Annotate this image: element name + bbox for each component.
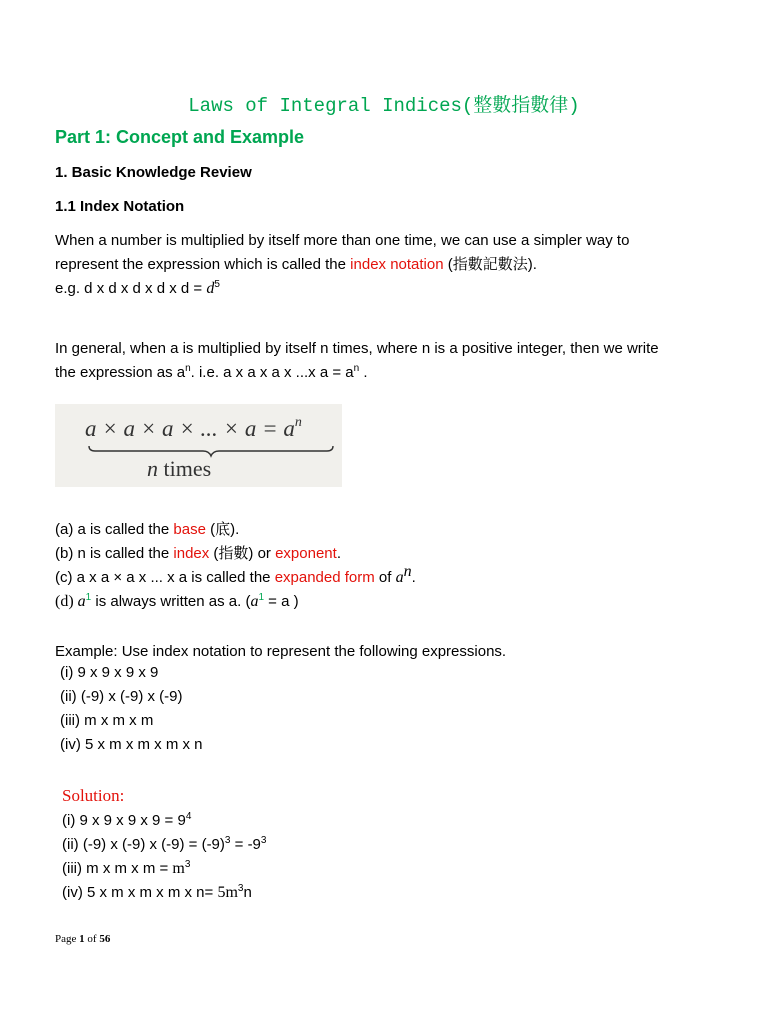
definitions-list: [55, 518, 735, 614]
document-title: Laws of Integral Indices(整數指數律): [188, 95, 580, 117]
definition-base: (a) a is called the base (底).: [55, 521, 240, 538]
part-heading: Part 1: Concept and Example: [55, 127, 305, 147]
example-item: (iii) m x m x m: [60, 712, 154, 729]
solution-item-iv: (iv) 5 x m x m x m x $n= 5m^3n$: [62, 883, 252, 901]
intro-example: e.g. d x d x d x d x $d = d^5$: [55, 279, 220, 297]
general-line-2: the expression as $a^n$. i.e. a x a x a x ...x $a = a^n$ .: [55, 363, 368, 381]
solution-label: Solution:: [62, 786, 125, 805]
general-line-1: In general, when a is multiplied by itself n times, where n is a positive integer, then we write: [55, 340, 659, 357]
section-heading: 1. Basic Knowledge Review: [55, 164, 252, 181]
page-footer: Page 1 of 56: [55, 933, 111, 945]
definition-index: (b) n is called the index (指數) or exponent.: [55, 545, 341, 562]
example-item: (i) 9 x 9 x 9 x 9: [60, 664, 159, 681]
solution-item-iii: (iii) m x m x $m = m^3$: [62, 859, 191, 877]
example-item: (ii) (-9) x (-9) x (-9): [60, 688, 183, 705]
example-item: (iv) 5 x m x m x m x n: [60, 736, 203, 753]
solution-item-i: (i) 9 x 9 x 9 x $9 = 9^4$: [62, 811, 192, 829]
definition-power-one: (d) $a^1$ is always written as a. ($a^1 = a$ ): [55, 592, 299, 610]
solution-item-ii: (ii) (-9) x (-9) x $(-9) = (-9)^3 = -9^3$: [62, 835, 267, 853]
index-notation-term: index notation: [350, 256, 444, 273]
intro-paragraph: [55, 229, 735, 301]
intro-line-1: When a number is multiplied by itself more than one time, we can use a simpler way to: [55, 232, 630, 249]
formula-expression: a × a × a × ... × $a = a^n$: [85, 415, 302, 441]
formula-image: [55, 404, 342, 487]
subsection-heading: 1.1 Index Notation: [55, 198, 185, 215]
example-intro: Example: Use index notation to represent the following expressions.: [55, 643, 507, 660]
intro-line-2: represent the expression which is called the index notation (指數記數法).: [55, 256, 537, 273]
general-paragraph: [55, 337, 735, 385]
formula-caption: n times: [147, 456, 212, 481]
definition-expanded-form: (c) a x a × a x ... x a is called the expanded form of $a^n$.: [55, 563, 416, 586]
